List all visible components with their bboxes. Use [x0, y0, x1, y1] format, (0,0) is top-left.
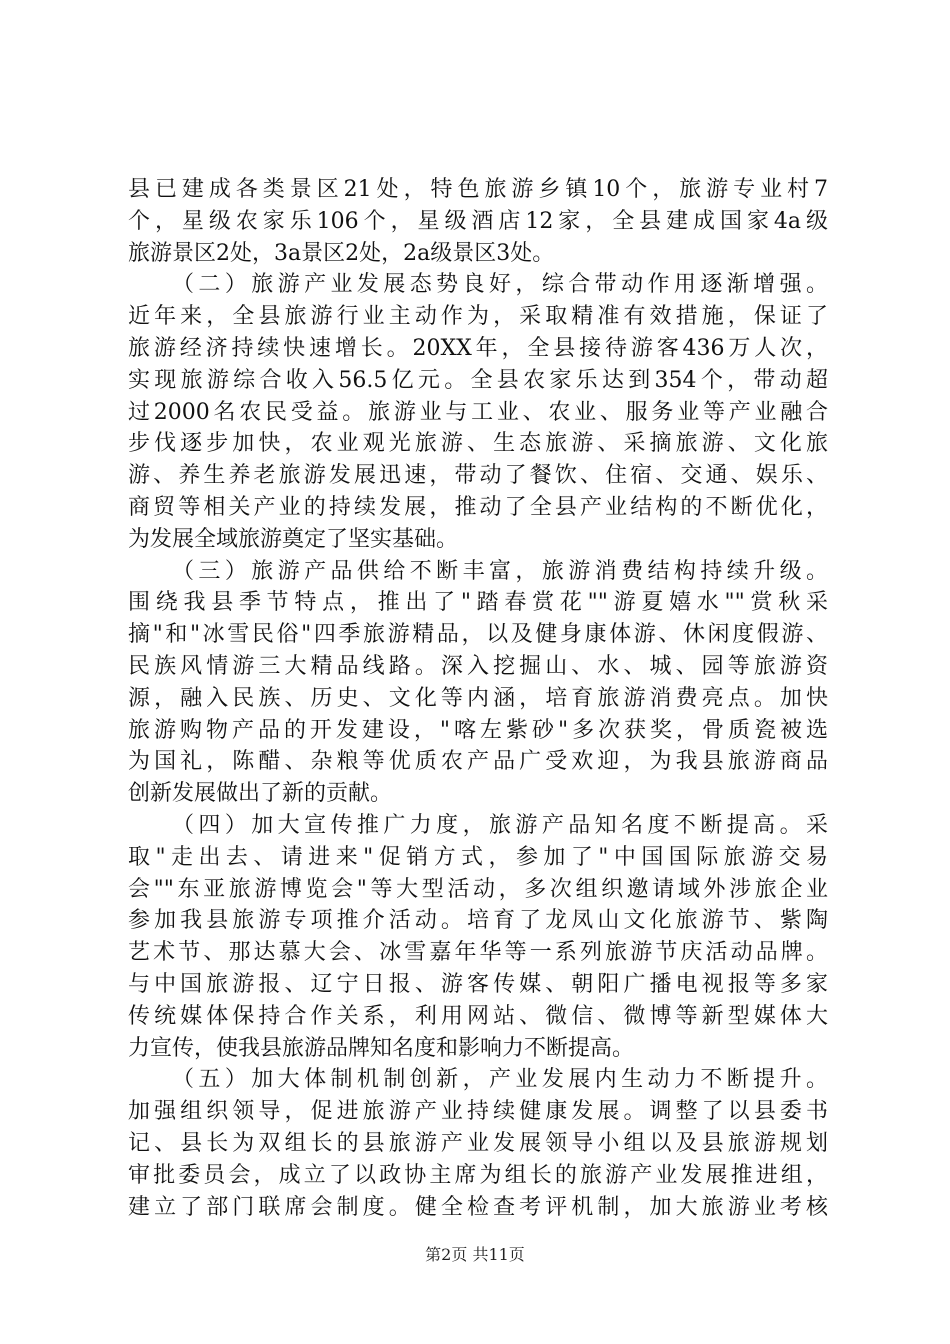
text-line: 传统媒体保持合作关系，利用网站、微信、微博等新型媒体大 [128, 1003, 828, 1029]
section-heading: （四）加大宣传推广力度，旅游产品知名度不断提高。采 [172, 812, 828, 838]
text-line: 旅游购物产品的开发建设，"喀左紫砂"多次获奖，骨质瓷被选 [128, 717, 828, 743]
text-line: 县已建成各类景区21处，特色旅游乡镇10个，旅游专业村7 [128, 177, 828, 202]
text-line: 力宣传，使我县旅游品牌知名度和影响力不断提高。 [128, 1035, 635, 1061]
text-line: 旅游经济持续快速增长。20XX年，全县接待游客436万人次， [128, 335, 828, 361]
text-line: 民族风情游三大精品线路。深入挖掘山、水、城、园等旅游资 [128, 653, 828, 679]
text-line: 为发展全域旅游奠定了坚实基础。 [128, 526, 459, 552]
section-heading: （三）旅游产品供给不断丰富，旅游消费结构持续升级。 [172, 558, 828, 584]
text-line: 建立了部门联席会制度。健全检查考评机制，加大旅游业考核 [128, 1194, 828, 1220]
text-line: 步伐逐步加快，农业观光旅游、生态旅游、采摘旅游、文化旅 [128, 431, 828, 457]
text-line: 取"走出去、请进来"促销方式，参加了"中国国际旅游交易 [128, 844, 828, 870]
text-line: 与中国旅游报、辽宁日报、游客传媒、朝阳广播电视报等多家 [128, 971, 828, 997]
page-footer: 第2页 共11页 [425, 1245, 525, 1264]
text-line: 为国礼，陈醋、杂粮等优质农产品广受欢迎，为我县旅游商品 [128, 749, 828, 775]
text-line: 围绕我县季节特点，推出了"踏春赏花""游夏嬉水""赏秋采 [128, 590, 828, 616]
text-line: 会""东亚旅游博览会"等大型活动，多次组织邀请域外涉旅企业 [128, 876, 829, 902]
text-line: 过2000名农民受益。旅游业与工业、农业、服务业等产业融合 [128, 399, 828, 425]
text-line: 参加我县旅游专项推介活动。培育了龙凤山文化旅游节、紫陶 [128, 908, 828, 934]
text-line: 近年来，全县旅游行业主动作为，采取精准有效措施，保证了 [128, 304, 828, 330]
section-heading: （二）旅游产业发展态势良好，综合带动作用逐渐增强。 [172, 272, 828, 298]
text-line: 摘"和"冰雪民俗"四季旅游精品，以及健身康体游、休闲度假游、 [128, 622, 828, 648]
body-text [128, 174, 828, 1223]
text-line: 游、养生养老旅游发展迅速，带动了餐饮、住宿、交通、娱乐、 [128, 463, 828, 489]
section-heading: （五）加大体制机制创新，产业发展内生动力不断提升。 [172, 1067, 828, 1093]
text-line: 审批委员会，成立了以政协主席为组长的旅游产业发展推进组， [128, 1162, 828, 1188]
text-line: 商贸等相关产业的持续发展，推动了全县产业结构的不断优化， [128, 494, 828, 520]
text-line: 旅游景区2处，3a景区2处，2a级景区3处。 [128, 240, 555, 266]
text-line: 源，融入民族、历史、文化等内涵，培育旅游消费亮点。加快 [128, 685, 828, 711]
text-line: 记、县长为双组长的县旅游产业发展领导小组以及县旅游规划 [128, 1130, 828, 1156]
text-line: 个，星级农家乐106个，星级酒店12家，全县建成国家4a级 [128, 208, 828, 234]
text-line: 实现旅游综合收入56.5亿元。全县农家乐达到354个，带动超 [128, 367, 828, 393]
text-line: 艺术节、那达慕大会、冰雪嘉年华等一系列旅游节庆活动品牌。 [128, 940, 828, 966]
text-line: 加强组织领导，促进旅游产业持续健康发展。调整了以县委书 [128, 1099, 828, 1125]
text-line: 创新发展做出了新的贡献。 [128, 781, 393, 807]
